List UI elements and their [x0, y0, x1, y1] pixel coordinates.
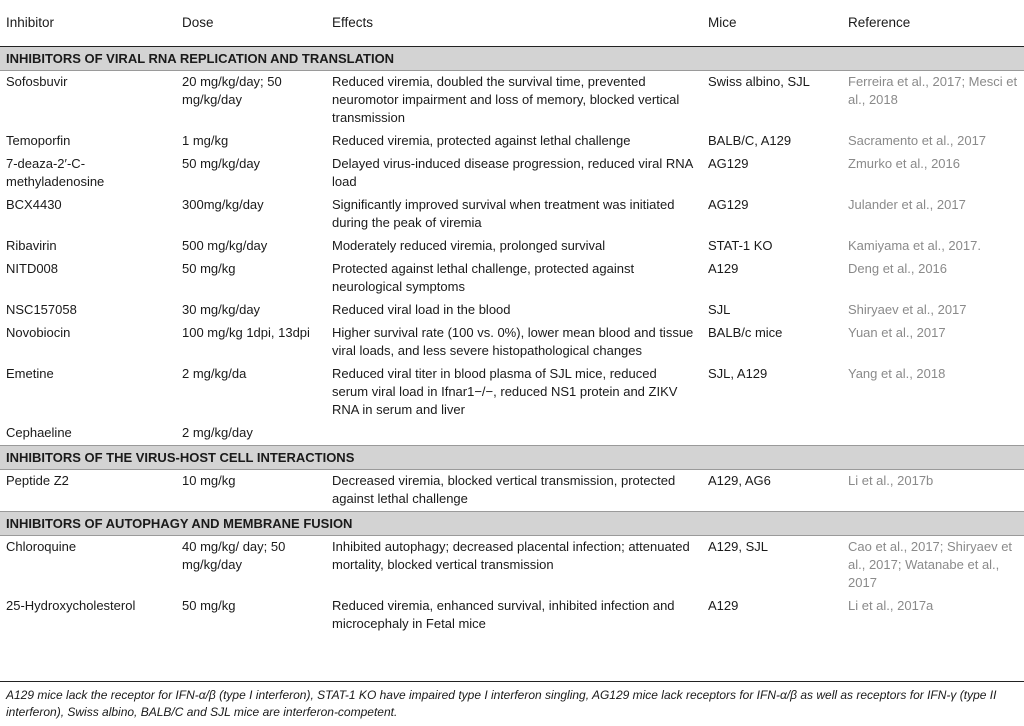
cell-mice: A129, SJL: [708, 539, 768, 554]
cell-dose: 50 mg/kg/day: [182, 156, 261, 171]
cell-reference: Yuan et al., 2017: [848, 325, 946, 340]
cell-effects: Reduced viremia, doubled the survival time, prevented neuromotor impairment and loss of memory, blocked vertical transmission: [332, 74, 680, 125]
cell-effects: Significantly improved survival when treatment was initiated during the peak of viremia: [332, 197, 675, 230]
cell-effects: Moderately reduced viremia, prolonged survival: [332, 238, 606, 253]
table-row: [0, 322, 1024, 363]
table-row: [0, 130, 1024, 153]
cell-inhibitor: 25-Hydroxycholesterol: [6, 598, 136, 613]
cell-effects: Delayed virus-induced disease progression, reduced viral RNA load: [332, 156, 693, 189]
cell-reference: Julander et al., 2017: [848, 197, 966, 212]
table-row: [0, 299, 1024, 322]
cell-mice: STAT-1 KO: [708, 238, 773, 253]
cell-effects: Reduced viral titer in blood plasma of SJL mice, reduced serum viral load in Ifnar1−/−, reduced NS1 protein and ZIKV RNA in serum and liver: [332, 366, 678, 417]
cell-mice: AG129: [708, 156, 749, 171]
section-header-row: [0, 446, 1024, 470]
cell-dose: 1 mg/kg: [182, 133, 229, 148]
cell-dose: 50 mg/kg: [182, 261, 236, 276]
cell-dose: 500 mg/kg/day: [182, 238, 268, 253]
cell-effects: Higher survival rate (100 vs. 0%), lower mean blood and tissue viral loads, and less severe histopathological changes: [332, 325, 694, 358]
header-effects: Effects: [326, 0, 702, 47]
table-row: [0, 194, 1024, 235]
cell-dose: 40 mg/kg/ day; 50 mg/kg/day: [182, 539, 286, 572]
cell-inhibitor: Chloroquine: [6, 539, 77, 554]
table-row: [0, 153, 1024, 194]
cell-mice: BALB/c mice: [708, 325, 783, 340]
table-row: [0, 235, 1024, 258]
table-header: [0, 0, 1024, 47]
section-title: INHIBITORS OF AUTOPHAGY AND MEMBRANE FUSION: [0, 512, 1024, 536]
cell-reference: Yang et al., 2018: [848, 366, 946, 381]
cell-effects: Protected against lethal challenge, protected against neurological symptoms: [332, 261, 635, 294]
table-body: [0, 47, 1024, 637]
cell-reference: [842, 422, 1024, 446]
header-row: [0, 0, 1024, 47]
cell-reference: Ferreira et al., 2017; Mesci et al., 2018: [848, 74, 1018, 107]
table-row: [0, 258, 1024, 299]
table-row: [0, 71, 1024, 131]
cell-reference: Kamiyama et al., 2017.: [848, 238, 981, 253]
cell-mice: AG129: [708, 197, 749, 212]
table-row: [0, 595, 1024, 636]
header-mice: Mice: [702, 0, 842, 47]
section-title: INHIBITORS OF VIRAL RNA REPLICATION AND TRANSLATION: [0, 47, 1024, 71]
table-row: [0, 470, 1024, 512]
cell-reference: Zmurko et al., 2016: [848, 156, 960, 171]
cell-dose: 10 mg/kg: [182, 473, 236, 488]
table-row: [0, 536, 1024, 596]
section-header-row: [0, 512, 1024, 536]
cell-inhibitor: Sofosbuvir: [6, 74, 68, 89]
cell-mice: SJL, A129: [708, 366, 768, 381]
header-dose: Dose: [176, 0, 326, 47]
header-reference: Reference: [842, 0, 1024, 47]
table-row: [0, 363, 1024, 422]
cell-inhibitor: Temoporfin: [6, 133, 71, 148]
cell-inhibitor: Ribavirin: [6, 238, 57, 253]
cell-dose: 2 mg/kg/da: [182, 366, 247, 381]
cell-effects: Reduced viremia, enhanced survival, inhibited infection and microcephaly in Fetal mice: [332, 598, 675, 631]
cell-inhibitor: NSC157058: [6, 302, 77, 317]
cell-dose: 30 mg/kg/day: [182, 302, 261, 317]
cell-effects: [326, 422, 702, 446]
cell-mice: [702, 422, 842, 446]
cell-dose: 2 mg/kg/day: [182, 425, 253, 440]
cell-inhibitor: Novobiocin: [6, 325, 71, 340]
table-row: [0, 422, 1024, 446]
cell-dose: 100 mg/kg 1dpi, 13dpi: [182, 325, 310, 340]
cell-effects: Inhibited autophagy; decreased placental infection; attenuated mortality, blocked vertical transmission: [332, 539, 690, 572]
cell-effects: Decreased viremia, blocked vertical transmission, protected against lethal challenge: [332, 473, 676, 506]
cell-inhibitor: NITD008: [6, 261, 59, 276]
cell-inhibitor: 7-deaza-2′-C-methyladenosine: [6, 156, 105, 189]
section-header-row: [0, 47, 1024, 71]
cell-mice: A129, AG6: [708, 473, 771, 488]
cell-inhibitor: BCX4430: [6, 197, 62, 212]
cell-effects: Reduced viremia, protected against lethal challenge: [332, 133, 631, 148]
cell-mice: A129: [708, 261, 739, 276]
cell-reference: Sacramento et al., 2017: [848, 133, 987, 148]
cell-effects: Reduced viral load in the blood: [332, 302, 511, 317]
header-inhibitor: Inhibitor: [0, 0, 176, 47]
cell-reference: Li et al., 2017b: [848, 473, 934, 488]
cell-reference: Deng et al., 2016: [848, 261, 948, 276]
cell-mice: BALB/C, A129: [708, 133, 792, 148]
cell-mice: Swiss albino, SJL: [708, 74, 810, 89]
cell-inhibitor: Cephaeline: [6, 425, 72, 440]
cell-mice: SJL: [708, 302, 731, 317]
cell-reference: Shiryaev et al., 2017: [848, 302, 967, 317]
cell-inhibitor: Peptide Z2: [6, 473, 69, 488]
cell-dose: 20 mg/kg/day; 50 mg/kg/day: [182, 74, 282, 107]
section-title: INHIBITORS OF THE VIRUS-HOST CELL INTERACTIONS: [0, 446, 1024, 470]
cell-inhibitor: Emetine: [6, 366, 54, 381]
cell-reference: Cao et al., 2017; Shiryaev et al., 2017; Watanabe et al., 2017: [848, 539, 1013, 590]
table-footnote: A129 mice lack the receptor for IFN-α/β (type I interferon), STAT-1 KO have impaired type I interferon singling, AG129 mice lack receptors for IFN-α/β as well as receptors for IFN-γ (type II interferon), Swiss albino, BALB/C and SJL mice are interferon-competent.: [0, 681, 1024, 721]
cell-mice: A129: [708, 598, 739, 613]
cell-dose: 300mg/kg/day: [182, 197, 264, 212]
cell-dose: 50 mg/kg: [182, 598, 236, 613]
cell-reference: Li et al., 2017a: [848, 598, 934, 613]
